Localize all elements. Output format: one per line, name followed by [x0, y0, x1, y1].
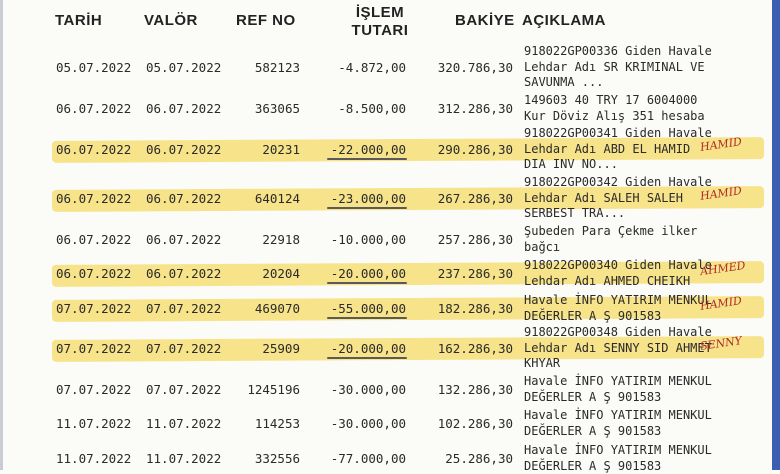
- page-right-edge: [772, 0, 780, 470]
- cell-tarih: 11.07.2022: [56, 416, 131, 431]
- cell-ref-no: 469070: [255, 301, 300, 316]
- cell-aciklama-line: DEĞERLER A Ş 901583: [524, 459, 661, 474]
- cell-aciklama-line: 149603 40 TRY 17 6004000: [524, 93, 697, 109]
- header-islem-tutari: [340, 4, 420, 40]
- cell-aciklama-line: DEĞERLER A Ş 901583: [524, 309, 661, 325]
- cell-ref-no: 20231: [262, 142, 300, 157]
- header-aciklama: AÇIKLAMA: [522, 12, 606, 29]
- cell-ref-no: 114253: [255, 416, 300, 431]
- cell-aciklama-line: Lehdar Adı SALEH SALEH: [524, 191, 683, 207]
- cell-valor: 11.07.2022: [146, 416, 221, 431]
- cell-aciklama-line: KHYAR: [524, 356, 560, 372]
- cell-aciklama-line: Lehdar Adı AHMED CHEIKH: [524, 274, 690, 290]
- cell-bakiye: 132.286,30: [438, 382, 513, 397]
- cell-aciklama-line: SERBEST TRA...: [524, 206, 625, 222]
- cell-aciklama-line: Şubeden Para Çekme ilker: [524, 224, 697, 240]
- cell-valor: 06.07.2022: [146, 266, 221, 281]
- header-ref-no: REF NO: [236, 12, 296, 29]
- amount-underline: [327, 317, 407, 319]
- cell-aciklama-line: SAVUNMA ...: [524, 75, 603, 91]
- cell-ref-no: 582123: [255, 60, 300, 75]
- header-tarih: TARİH: [55, 12, 102, 29]
- cell-valor: 07.07.2022: [146, 382, 221, 397]
- cell-valor: 11.07.2022: [146, 451, 221, 466]
- cell-islem-tutari: -20.000,00: [331, 266, 406, 281]
- cell-tarih: 06.07.2022: [56, 101, 131, 116]
- cell-islem-tutari: -30.000,00: [331, 382, 406, 397]
- handwritten-note: SENNY: [699, 334, 742, 353]
- cell-aciklama-line: Lehdar Adı ABD EL HAMID: [524, 142, 690, 158]
- cell-valor: 06.07.2022: [146, 101, 221, 116]
- cell-tarih: 07.07.2022: [56, 301, 131, 316]
- cell-aciklama-line: 918022GP00341 Giden Havale: [524, 126, 712, 142]
- cell-aciklama-line: 918022GP00336 Giden Havale: [524, 44, 712, 60]
- cell-bakiye: 290.286,30: [438, 142, 513, 157]
- cell-valor: 06.07.2022: [146, 142, 221, 157]
- cell-islem-tutari: -55.000,00: [331, 301, 406, 316]
- handwritten-note: HAMID: [699, 294, 742, 313]
- cell-islem-tutari: -77.000,00: [331, 451, 406, 466]
- cell-bakiye: 102.286,30: [438, 416, 513, 431]
- cell-aciklama-line: Lehdar Adı SENNY SID AHMET: [524, 341, 712, 357]
- cell-ref-no: 332556: [255, 451, 300, 466]
- cell-tarih: 06.07.2022: [56, 142, 131, 157]
- cell-bakiye: 312.286,30: [438, 101, 513, 116]
- cell-bakiye: 257.286,30: [438, 232, 513, 247]
- handwritten-note: AHMED: [699, 259, 746, 278]
- cell-islem-tutari: -23.000,00: [331, 191, 406, 206]
- cell-aciklama-line: Havale İNFO YATIRIM MENKUL: [524, 293, 712, 309]
- cell-aciklama-line: DIA INV NO...: [524, 157, 618, 173]
- cell-ref-no: 1245196: [247, 382, 300, 397]
- cell-valor: 06.07.2022: [146, 232, 221, 247]
- cell-valor: 07.07.2022: [146, 341, 221, 356]
- page-left-edge: [0, 0, 3, 470]
- cell-islem-tutari: -22.000,00: [331, 142, 406, 157]
- cell-ref-no: 20204: [262, 266, 300, 281]
- cell-tarih: 05.07.2022: [56, 60, 131, 75]
- header-valor: VALÖR: [144, 12, 198, 29]
- cell-islem-tutari: -30.000,00: [331, 416, 406, 431]
- cell-tarih: 07.07.2022: [56, 382, 131, 397]
- amount-underline: [327, 282, 407, 284]
- cell-bakiye: 267.286,30: [438, 191, 513, 206]
- cell-aciklama-line: Havale İNFO YATIRIM MENKUL: [524, 374, 712, 390]
- cell-tarih: 06.07.2022: [56, 232, 131, 247]
- cell-aciklama-line: 918022GP00340 Giden Havale: [524, 258, 712, 274]
- cell-islem-tutari: -8.500,00: [338, 101, 406, 116]
- handwritten-note: HAMID: [699, 135, 742, 154]
- amount-underline: [327, 158, 407, 160]
- handwritten-note: HAMID: [699, 184, 742, 203]
- cell-tarih: 06.07.2022: [56, 191, 131, 206]
- header-islem-line2: TUTARI: [340, 22, 420, 40]
- amount-underline: [327, 357, 407, 359]
- cell-ref-no: 363065: [255, 101, 300, 116]
- cell-aciklama-line: bağcı: [524, 240, 560, 256]
- cell-aciklama-line: DEĞERLER A Ş 901583: [524, 390, 661, 406]
- cell-valor: 07.07.2022: [146, 301, 221, 316]
- cell-bakiye: 162.286,30: [438, 341, 513, 356]
- cell-tarih: 06.07.2022: [56, 266, 131, 281]
- cell-aciklama-line: Havale İNFO YATIRIM MENKUL: [524, 443, 712, 459]
- cell-islem-tutari: -20.000,00: [331, 341, 406, 356]
- cell-ref-no: 25909: [262, 341, 300, 356]
- cell-aciklama-line: Kur Döviz Alış 351 hesaba: [524, 109, 705, 125]
- cell-aciklama-line: DEĞERLER A Ş 901583: [524, 424, 661, 440]
- cell-islem-tutari: -10.000,00: [331, 232, 406, 247]
- cell-aciklama-line: Lehdar Adı SR KRIMINAL VE: [524, 60, 705, 76]
- cell-bakiye: 320.786,30: [438, 60, 513, 75]
- cell-aciklama-line: 918022GP00342 Giden Havale: [524, 175, 712, 191]
- amount-underline: [327, 207, 407, 209]
- cell-valor: 06.07.2022: [146, 191, 221, 206]
- cell-aciklama-line: 918022GP00348 Giden Havale: [524, 325, 712, 341]
- cell-ref-no: 640124: [255, 191, 300, 206]
- header-islem-line1: İŞLEM: [340, 4, 420, 22]
- cell-tarih: 11.07.2022: [56, 451, 131, 466]
- cell-bakiye: 25.286,30: [445, 451, 513, 466]
- cell-tarih: 07.07.2022: [56, 341, 131, 356]
- cell-ref-no: 22918: [262, 232, 300, 247]
- cell-bakiye: 182.286,30: [438, 301, 513, 316]
- cell-islem-tutari: -4.872,00: [338, 60, 406, 75]
- cell-aciklama-line: Havale İNFO YATIRIM MENKUL: [524, 408, 712, 424]
- cell-valor: 05.07.2022: [146, 60, 221, 75]
- header-bakiye: BAKİYE: [455, 12, 515, 29]
- cell-bakiye: 237.286,30: [438, 266, 513, 281]
